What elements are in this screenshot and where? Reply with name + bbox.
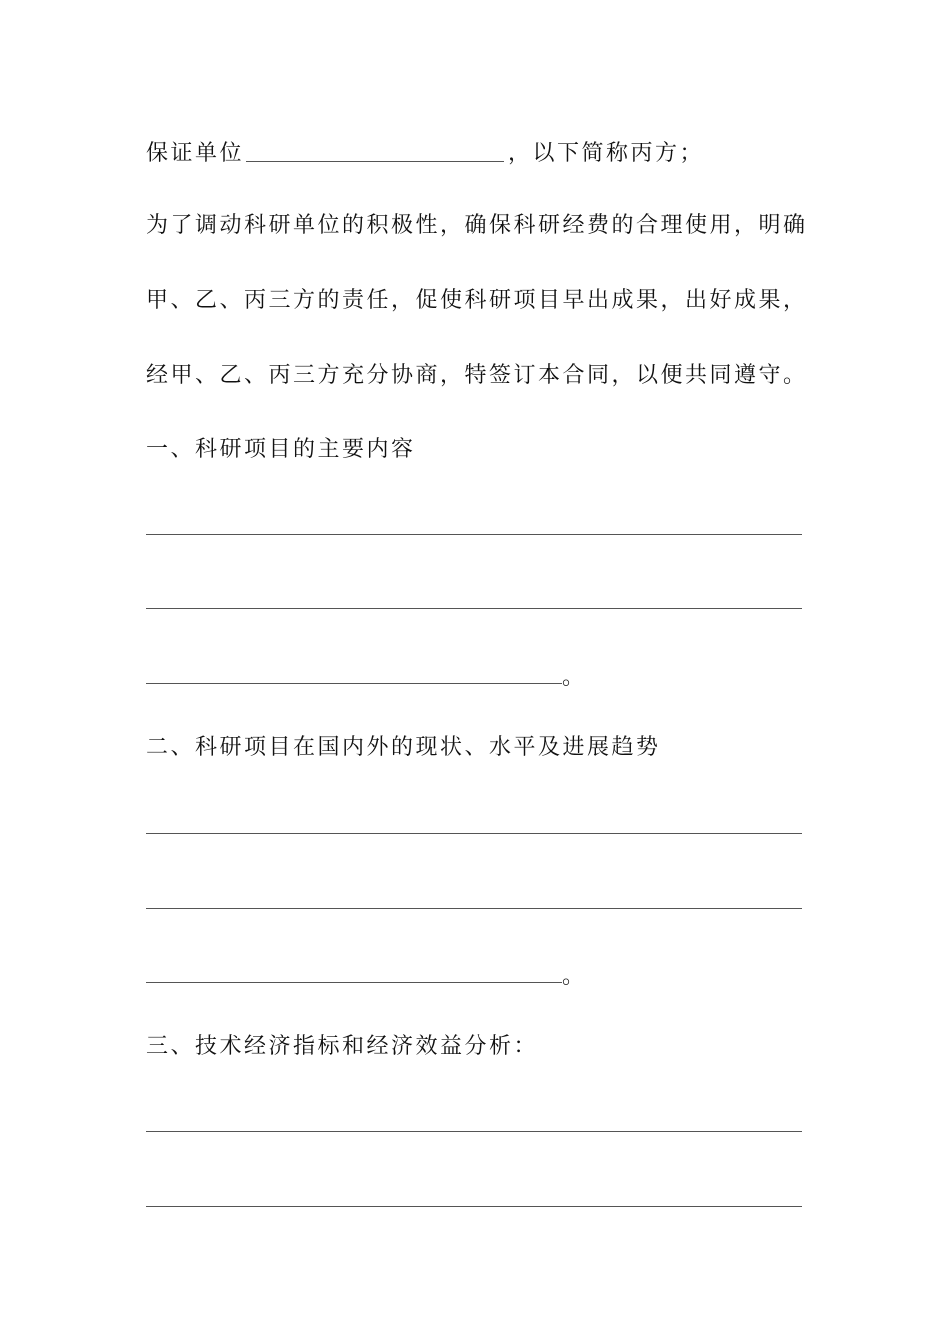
preamble-line-1: 为了调动科研单位的积极性，确保科研经费的合理使用，明确 [146, 213, 808, 238]
section1-end-mark: 。 [562, 665, 585, 690]
preamble-line-2: 甲、乙、丙三方的责任，促使科研项目早出成果，出好成果， [146, 288, 808, 313]
section3-blank-line-2[interactable] [146, 1206, 802, 1207]
section-heading-2: 二、科研项目在国内外的现状、水平及进展趋势 [146, 735, 661, 760]
section2-blank-line-3[interactable] [146, 982, 562, 983]
guarantor-blank[interactable] [246, 139, 504, 162]
section-heading-3: 三、技术经济指标和经济效益分析： [146, 1034, 539, 1059]
section2-blank-line-1[interactable] [146, 833, 802, 834]
section1-blank-line-1[interactable] [146, 534, 802, 535]
guarantor-label: 保证单位 [146, 141, 245, 166]
section1-blank-line-3[interactable] [146, 683, 562, 684]
section3-blank-line-1[interactable] [146, 1131, 802, 1132]
preamble-line-3: 经甲、乙、丙三方充分协商，特签订本合同，以便共同遵守。 [146, 363, 808, 388]
guarantor-line [146, 137, 704, 169]
section-heading-1: 一、科研项目的主要内容 [146, 437, 416, 462]
guarantor-suffix: ，以下简称丙方； [508, 141, 705, 166]
section2-end-mark: 。 [562, 964, 585, 989]
section2-blank-line-2[interactable] [146, 908, 802, 909]
section1-blank-line-2[interactable] [146, 608, 802, 609]
